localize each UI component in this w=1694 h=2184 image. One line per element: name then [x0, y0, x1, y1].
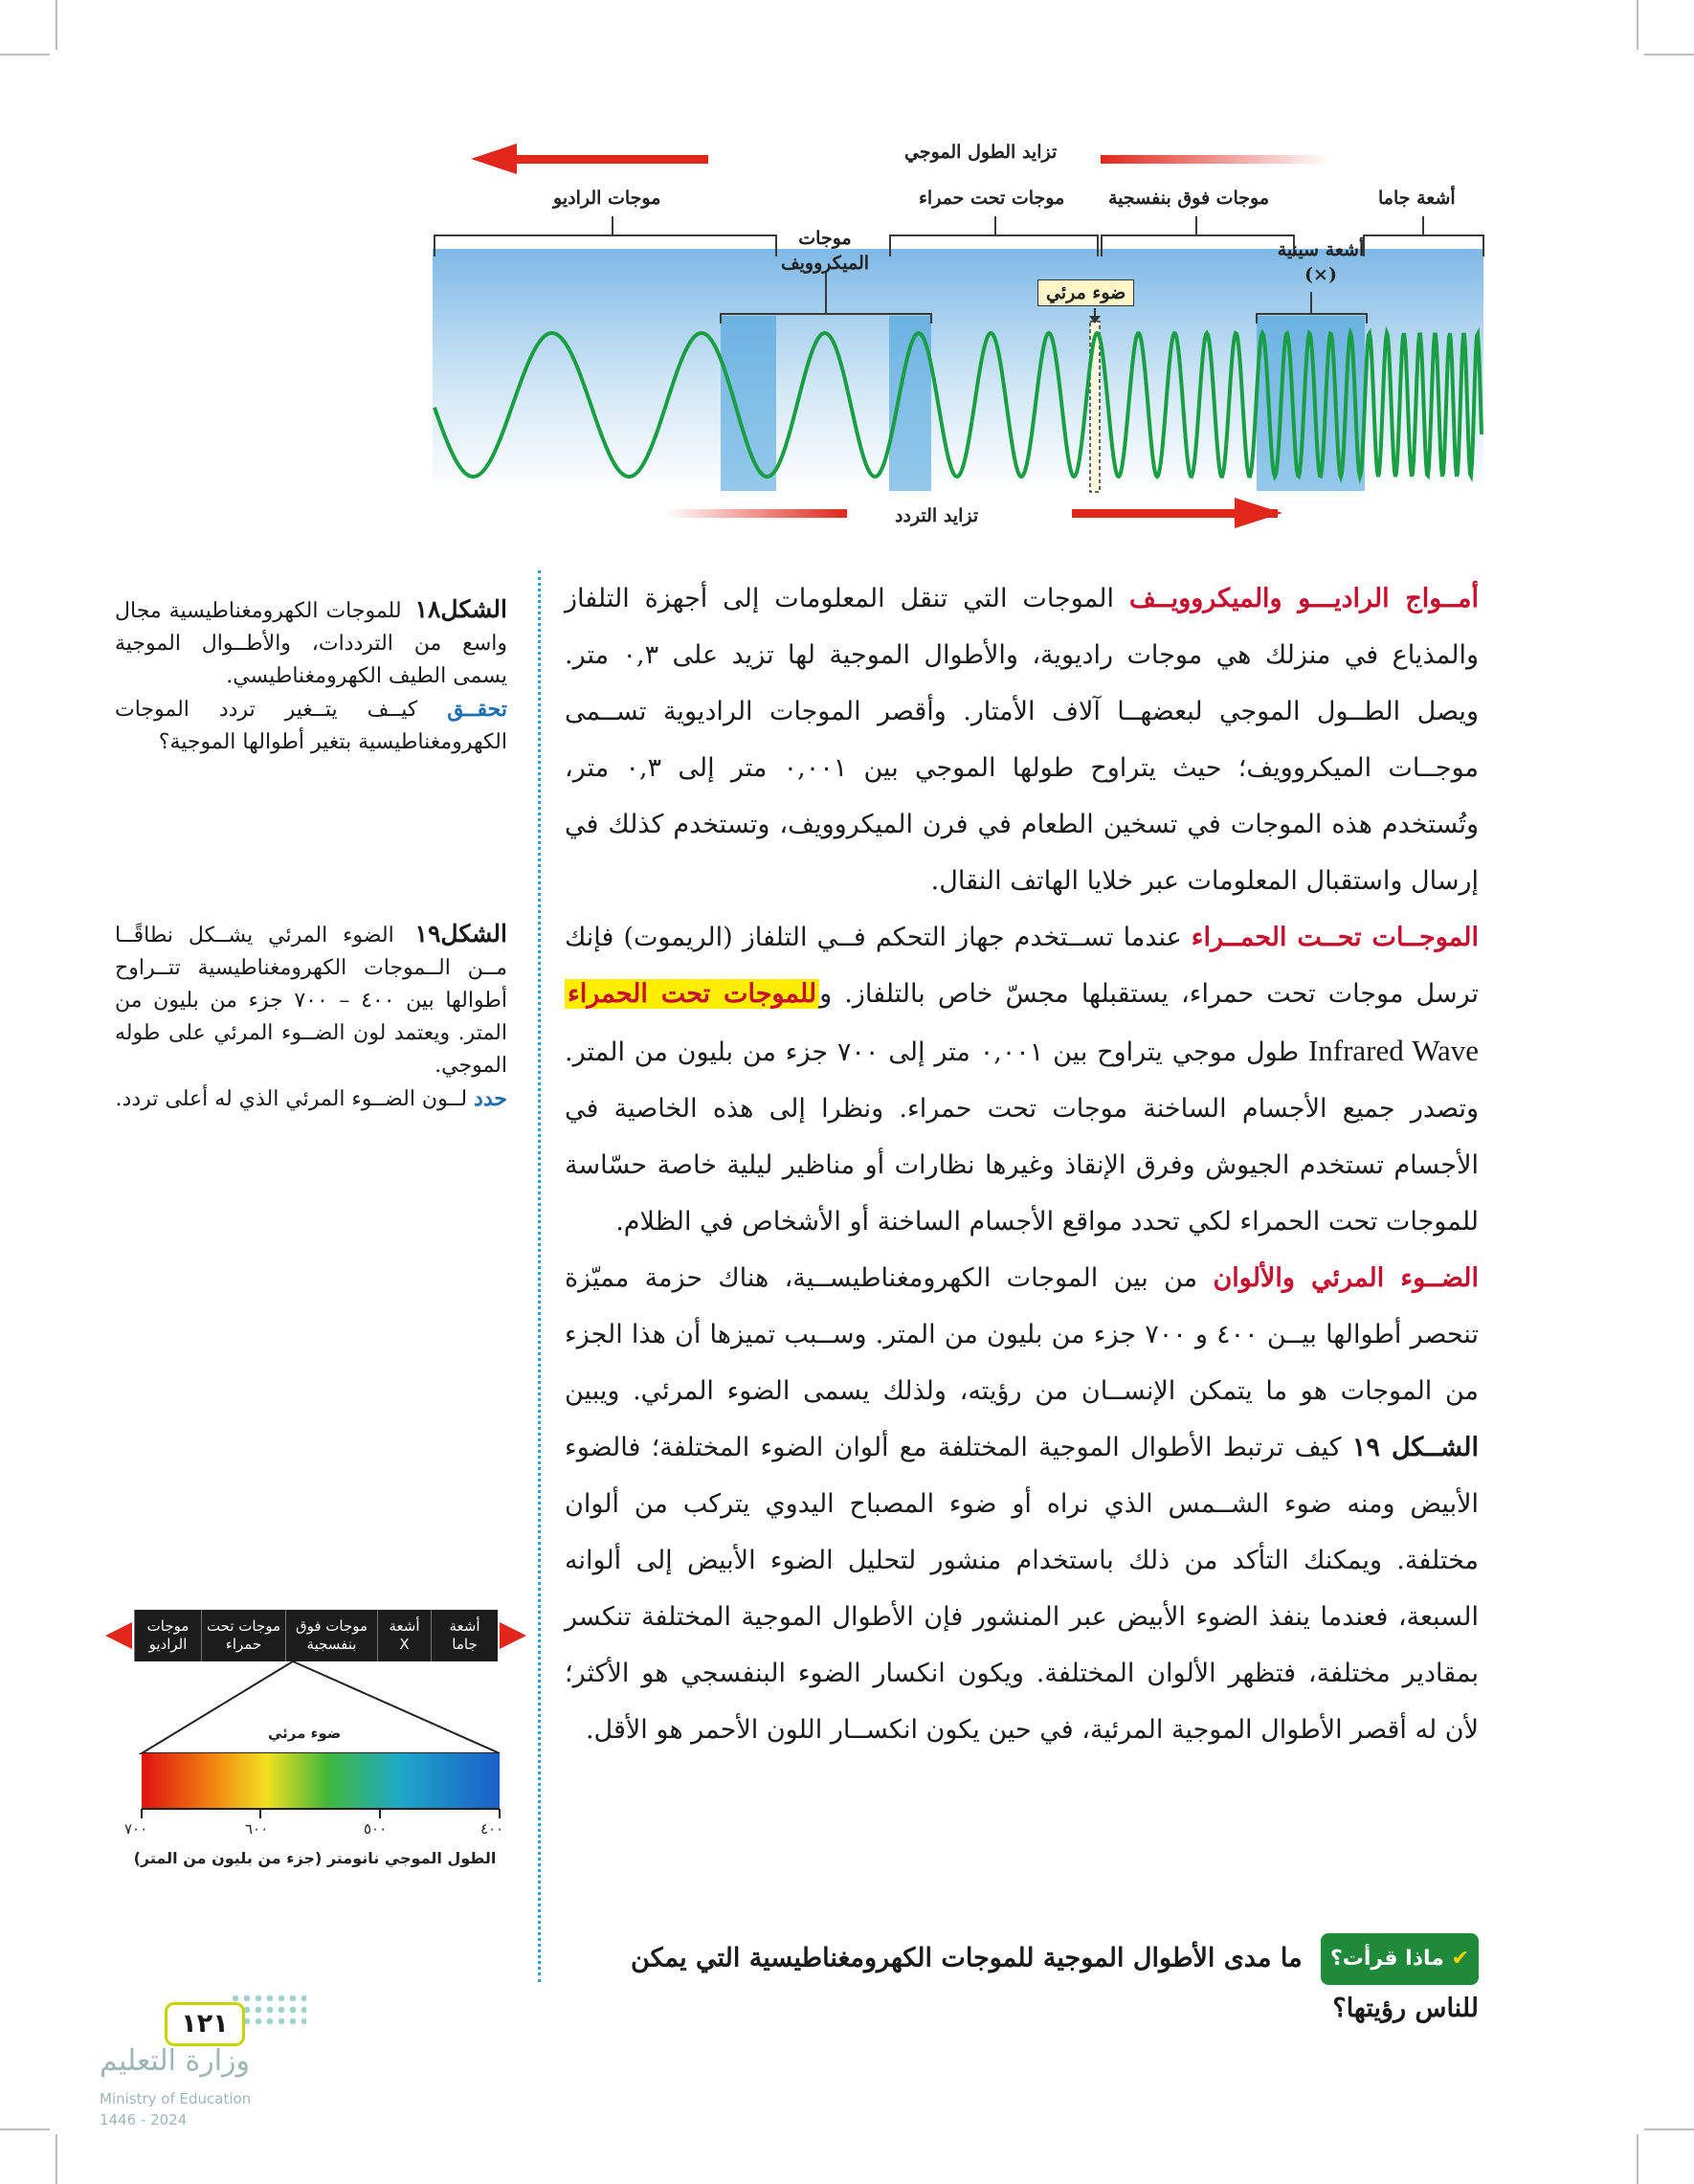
small-xray-cell: أشعة X: [377, 1610, 431, 1661]
side-column: [115, 593, 507, 1116]
paragraph-radio-microwave: [565, 570, 1479, 909]
crop-mark: [1637, 0, 1638, 50]
figure-19-caption: [115, 918, 507, 1116]
figure-18-caption: [115, 593, 507, 759]
right-arrow-head: [500, 1622, 526, 1649]
frequency-arrow-head: [1235, 498, 1282, 528]
figure-19-text: الضوء المرئي يشــكل نطاقًــا مــن الــموجات الكهرومغناطيسية تتــراوح أطوالها بين ٤٠٠ – ٧٠٠ جزء من بليون من المتر. ويعتمد لون الضــوء المرئي على طوله الموجي.: [115, 924, 507, 1078]
small-ultraviolet-cell: موجات فوق بنفسجية: [285, 1610, 377, 1661]
heading-infrared: الموجــات تحــت الحمــراء: [1191, 923, 1479, 952]
small-infrared-cell: موجات تحت حمراء: [201, 1610, 285, 1661]
wavelength-arrow-shaft: [512, 155, 708, 164]
crop-mark: [1644, 54, 1694, 56]
visible-light-label: ضوء مرئي: [1037, 279, 1134, 306]
crop-mark: [56, 2134, 57, 2184]
xray-label: أشعة سينية (×): [1277, 239, 1365, 285]
ministry-name-en: Ministry of Education: [100, 2090, 252, 2107]
wavelength-arrow-tail: [1101, 155, 1330, 164]
paragraph-visible-text-b: كيف ترتبط الأطوال الموجية المختلفة مع ألوان الضوء المختلفة؛ فالضوء الأبيض ومنه ضوء الشــمس الذي نراه أو ضوء المصباح اليدوي يتركب من ألوان مختلفة. ويمكنك التأكد من ذلك باستخدام منشور لتحليل الضوء الأبيض إلى ألوانه السبعة، فعندما ينفذ الضوء الأبيض عبر المنشور فإن الأطوال الموجية المختلفة تنكسر بمقادير مختلفة، فتظهر الألوان المختلفة. ويكون انكسار الضوء البنفسجي هو الأكثر؛ لأن له أقصر الأطوال الموجية المرئية، في حين يكون انكســار اللون الأحمر هو الأقل.: [565, 1433, 1479, 1745]
microwave-label: موجات الميكروويف: [780, 228, 870, 274]
ultraviolet-label: موجات فوق بنفسجية: [1108, 188, 1270, 209]
infrared-latin-term: Infrared Wave: [1307, 1034, 1479, 1067]
reading-check-label: ماذا قرأت؟: [1330, 1947, 1444, 1971]
heading-visible-light: الضــوء المرئي والألوان: [1213, 1263, 1479, 1293]
frequency-arrow-tail: [665, 509, 847, 518]
figure-18-title: الشكل١٨: [414, 595, 507, 623]
gamma-label: أشعة جاما: [1378, 188, 1456, 209]
page-number: ١٢١: [165, 2002, 245, 2046]
reading-check-question: ما مدى الأطوال الموجية للموجات الكهرومغناطيسية التي يمكن للناس رؤيتها؟: [631, 1943, 1479, 2023]
paragraph-infrared: [565, 909, 1479, 1250]
small-visible-label: ضوء مرئي: [268, 1725, 342, 1742]
highlight-infrared-term: للموجات تحت الحمراء: [565, 979, 819, 1009]
figure-19-reference[interactable]: الشــكل ١٩: [1351, 1433, 1479, 1462]
small-radio-cell: موجات الراديو: [134, 1610, 201, 1661]
paragraph-visible-text-a: من بين الموجات الكهرومغناطيســية، هناك حزمة مميّزة تنحصر أطوالها بيــن ٤٠٠ و ٧٠٠ جزء من بليون من المتر. وســبب تميزها أن هذا الجزء من الموجات هو ما يتمكن الإنســان من رؤيته، ولذلك يسمى الضوء المرئي. ويبين: [565, 1263, 1479, 1406]
crop-mark: [56, 0, 57, 50]
small-axis-label: الطول الموجي نانومتر (جزء من بليون من المتر): [133, 1849, 497, 1867]
increasing-frequency-label: تزايد التردد: [895, 505, 979, 526]
paragraph-radio-text: الموجات التي تنقل المعلومات إلى أجهزة التلفاز والمذياع في منزلك هي موجات راديوية، والأطوال الموجية لها تزيد على ٠,٣ متر. ويصل الطــول الموجي لبعضهــا آلاف الأمتار. وأقصر الموجات الراديوية تســمى موجــات الميكروويف؛ حيث يتراوح طولها الموجي بين ٠,٠٠١ متر إلى ٠,٣ متر، وتُستخدم هذه الموجات في تسخين الطعام في فرن الميكروويف، وتستخدم كذلك في إرسال واستقبال المعلومات عبر خلايا الهاتف النقال.: [565, 584, 1479, 896]
left-arrow-head: [105, 1622, 132, 1649]
radio-label: موجات الراديو: [553, 188, 661, 209]
figure-19-title: الشكل١٩: [414, 920, 507, 947]
reading-check: [565, 1933, 1479, 2033]
paragraph-visible-light: [565, 1250, 1479, 1758]
figure-18-verb: تحقــق: [447, 697, 507, 722]
tick-500: ٥٠٠: [364, 1820, 388, 1838]
microwave-overlap: [721, 316, 776, 491]
crop-mark: [0, 2128, 50, 2130]
wavelength-arrow-head: [471, 144, 517, 174]
figure-18-task: كيــف يتــغير تردد الموجات الكهرومغناطيسية بتغير أطوالها الموجية؟: [115, 698, 507, 754]
tick-700: ٧٠٠: [124, 1820, 148, 1838]
visible-spectrum-figure: [105, 1598, 526, 1914]
small-gamma-cell: أشعة جاما: [431, 1610, 498, 1661]
tick-400: ٤٠٠: [480, 1820, 504, 1838]
electromagnetic-spectrum-figure: [421, 134, 1493, 546]
reading-check-badge: [1321, 1933, 1479, 1985]
visible-color-band: [142, 1753, 500, 1809]
paragraph-infrared-text-b: طول موجي يتراوح بين ٠,٠٠١ متر إلى ٧٠٠ جزء من بليون من المتر. وتصدر جميع الأجسام الساخنة موجات تحت حمراء. ونظرا إلى هذه الخاصية في الأجسام تستخدم الجيوش وفرق الإنقاذ وغيرها نظارات أو مناظير ليلية خاصة حسّاسة للموجات تحت الحمراء لكي تحدد مواقع الأجسام الساخنة أو الأشخاص في الظلام.: [565, 1037, 1479, 1237]
column-divider: [538, 570, 541, 1982]
crop-mark: [1644, 2128, 1694, 2130]
increasing-wavelength-label: تزايد الطول الموجي: [904, 142, 1058, 163]
crop-mark: [0, 54, 50, 56]
ministry-year: 2024 - 1446: [100, 2111, 188, 2128]
figure-18-text: للموجات الكهرومغناطيسية مجال واسع من الترددات، والأطــوال الموجية يسمى الطيف الكهرومغناطيسي.: [115, 599, 507, 688]
crop-mark: [1637, 2134, 1638, 2184]
figure-19-task: لــون الضــوء المرئي الذي له أعلى تردد.: [115, 1087, 468, 1111]
tick-600: ٦٠٠: [245, 1820, 269, 1838]
ministry-name-ar: وزارة التعليم: [100, 2044, 251, 2078]
main-text: [565, 570, 1479, 1758]
checkmark-icon: ✔: [1451, 1947, 1469, 1971]
infrared-label: موجات تحت حمراء: [919, 188, 1065, 209]
heading-radio-microwave: أمــواج الراديـــو والميكروويــف: [1128, 584, 1479, 613]
paragraph-infrared-text-a: عندما تســتخدم جهاز التحكم فــي التلفاز (الريموت) فإنك ترسل موجات تحت حمراء، يستقبلها مجسّ خاص بالتلفاز. و: [565, 923, 1479, 1009]
figure-19-verb: حدد: [474, 1086, 507, 1111]
